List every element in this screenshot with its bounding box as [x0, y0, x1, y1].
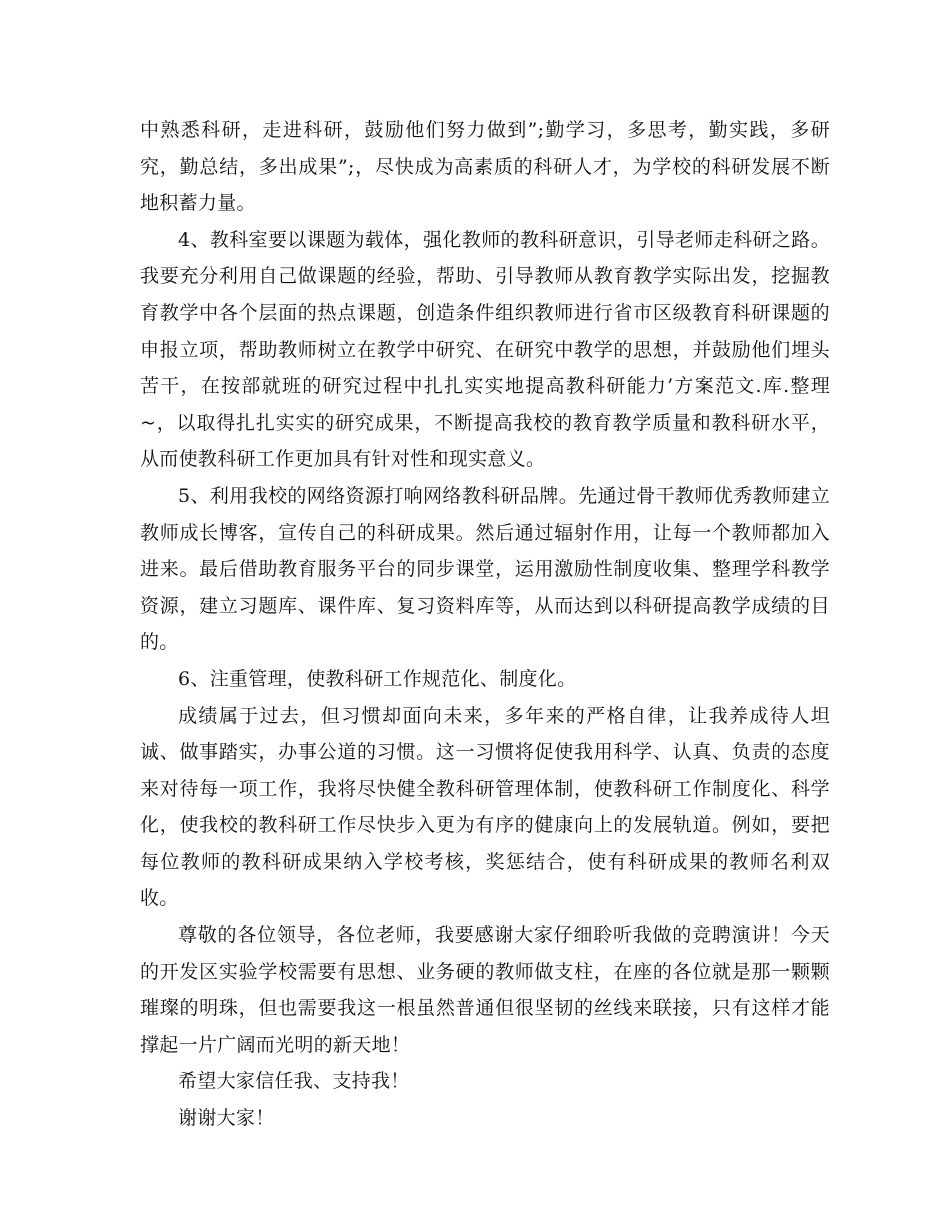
document-body	[140, 112, 830, 1137]
paragraph-item-5: 5、利用我校的网络资源打响网络教科研品牌。先通过骨干教师优秀教师建立教师成长博客，宣传自己的科研成果。然后通过辐射作用，让每一个教师都加入进来。最后借助教育服务平台的同步课堂，运用激励性制度收集、整理学科教学资源，建立习题库、课件库、复习资料库等，从而达到以科研提高教学成绩的目的。	[140, 484, 830, 654]
paragraph-closing: 谢谢大家！	[178, 1107, 275, 1130]
paragraph-item-4: 4、教科室要以课题为载体，强化教师的教科研意识，引导老师走科研之路。我要充分利用自己做课题的经验，帮助、引导教师从教育教学实际出发，挖掘教育教学中各个层面的热点课题，创造条件组织教师进行省市区级教育科研课题的申报立项，帮助教师树立在教学中研究、在研究中教学的思想，并鼓励他们埋头苦干，在按部就班的研究过程中扎扎实实地提高教科研能力’方案范文.库.整理~，以取得扎扎实实的研究成果，不断提高我校的教育教学质量和教科研水平，从而使教科研工作更加具有针对性和现实意义。	[140, 228, 830, 471]
paragraph-continuation: 中熟悉科研，走进科研，鼓励他们努力做到”;勤学习，多思考，勤实践，多研究，勤总结，多出成果”;，尽快成为高素质的科研人才，为学校的科研发展不断地积蓄力量。	[140, 119, 830, 215]
paragraph-thanks: 尊敬的各位领导，各位老师，我要感谢大家仔细聆听我做的竞聘演讲！今天的开发区实验学校需要有思想、业务硬的教师做支柱，在座的各位就是那一颗颗璀璨的明珠，但也需要我这一根虽然普通但很坚韧的丝线来联接，只有这样才能撑起一片广阔而光明的新天地！	[140, 924, 830, 1056]
paragraph-hope: 希望大家信任我、支持我！	[178, 1070, 410, 1093]
paragraph-achievements: 成绩属于过去，但习惯却面向未来，多年来的严格自律，让我养成待人坦诚、做事踏实，办事公道的习惯。这一习惯将促使我用科学、认真、负责的态度来对待每一项工作，我将尽快健全教科研管理体制，使教科研工作制度化、科学化，使我校的教科研工作尽快步入更为有序的健康向上的发展轨道。例如，要把每位教师的教科研成果纳入学校考核，奖惩结合，使有科研成果的教师名利双收。	[140, 704, 830, 910]
paragraph-item-6: 6、注重管理，使教科研工作规范化、制度化。	[178, 667, 577, 690]
